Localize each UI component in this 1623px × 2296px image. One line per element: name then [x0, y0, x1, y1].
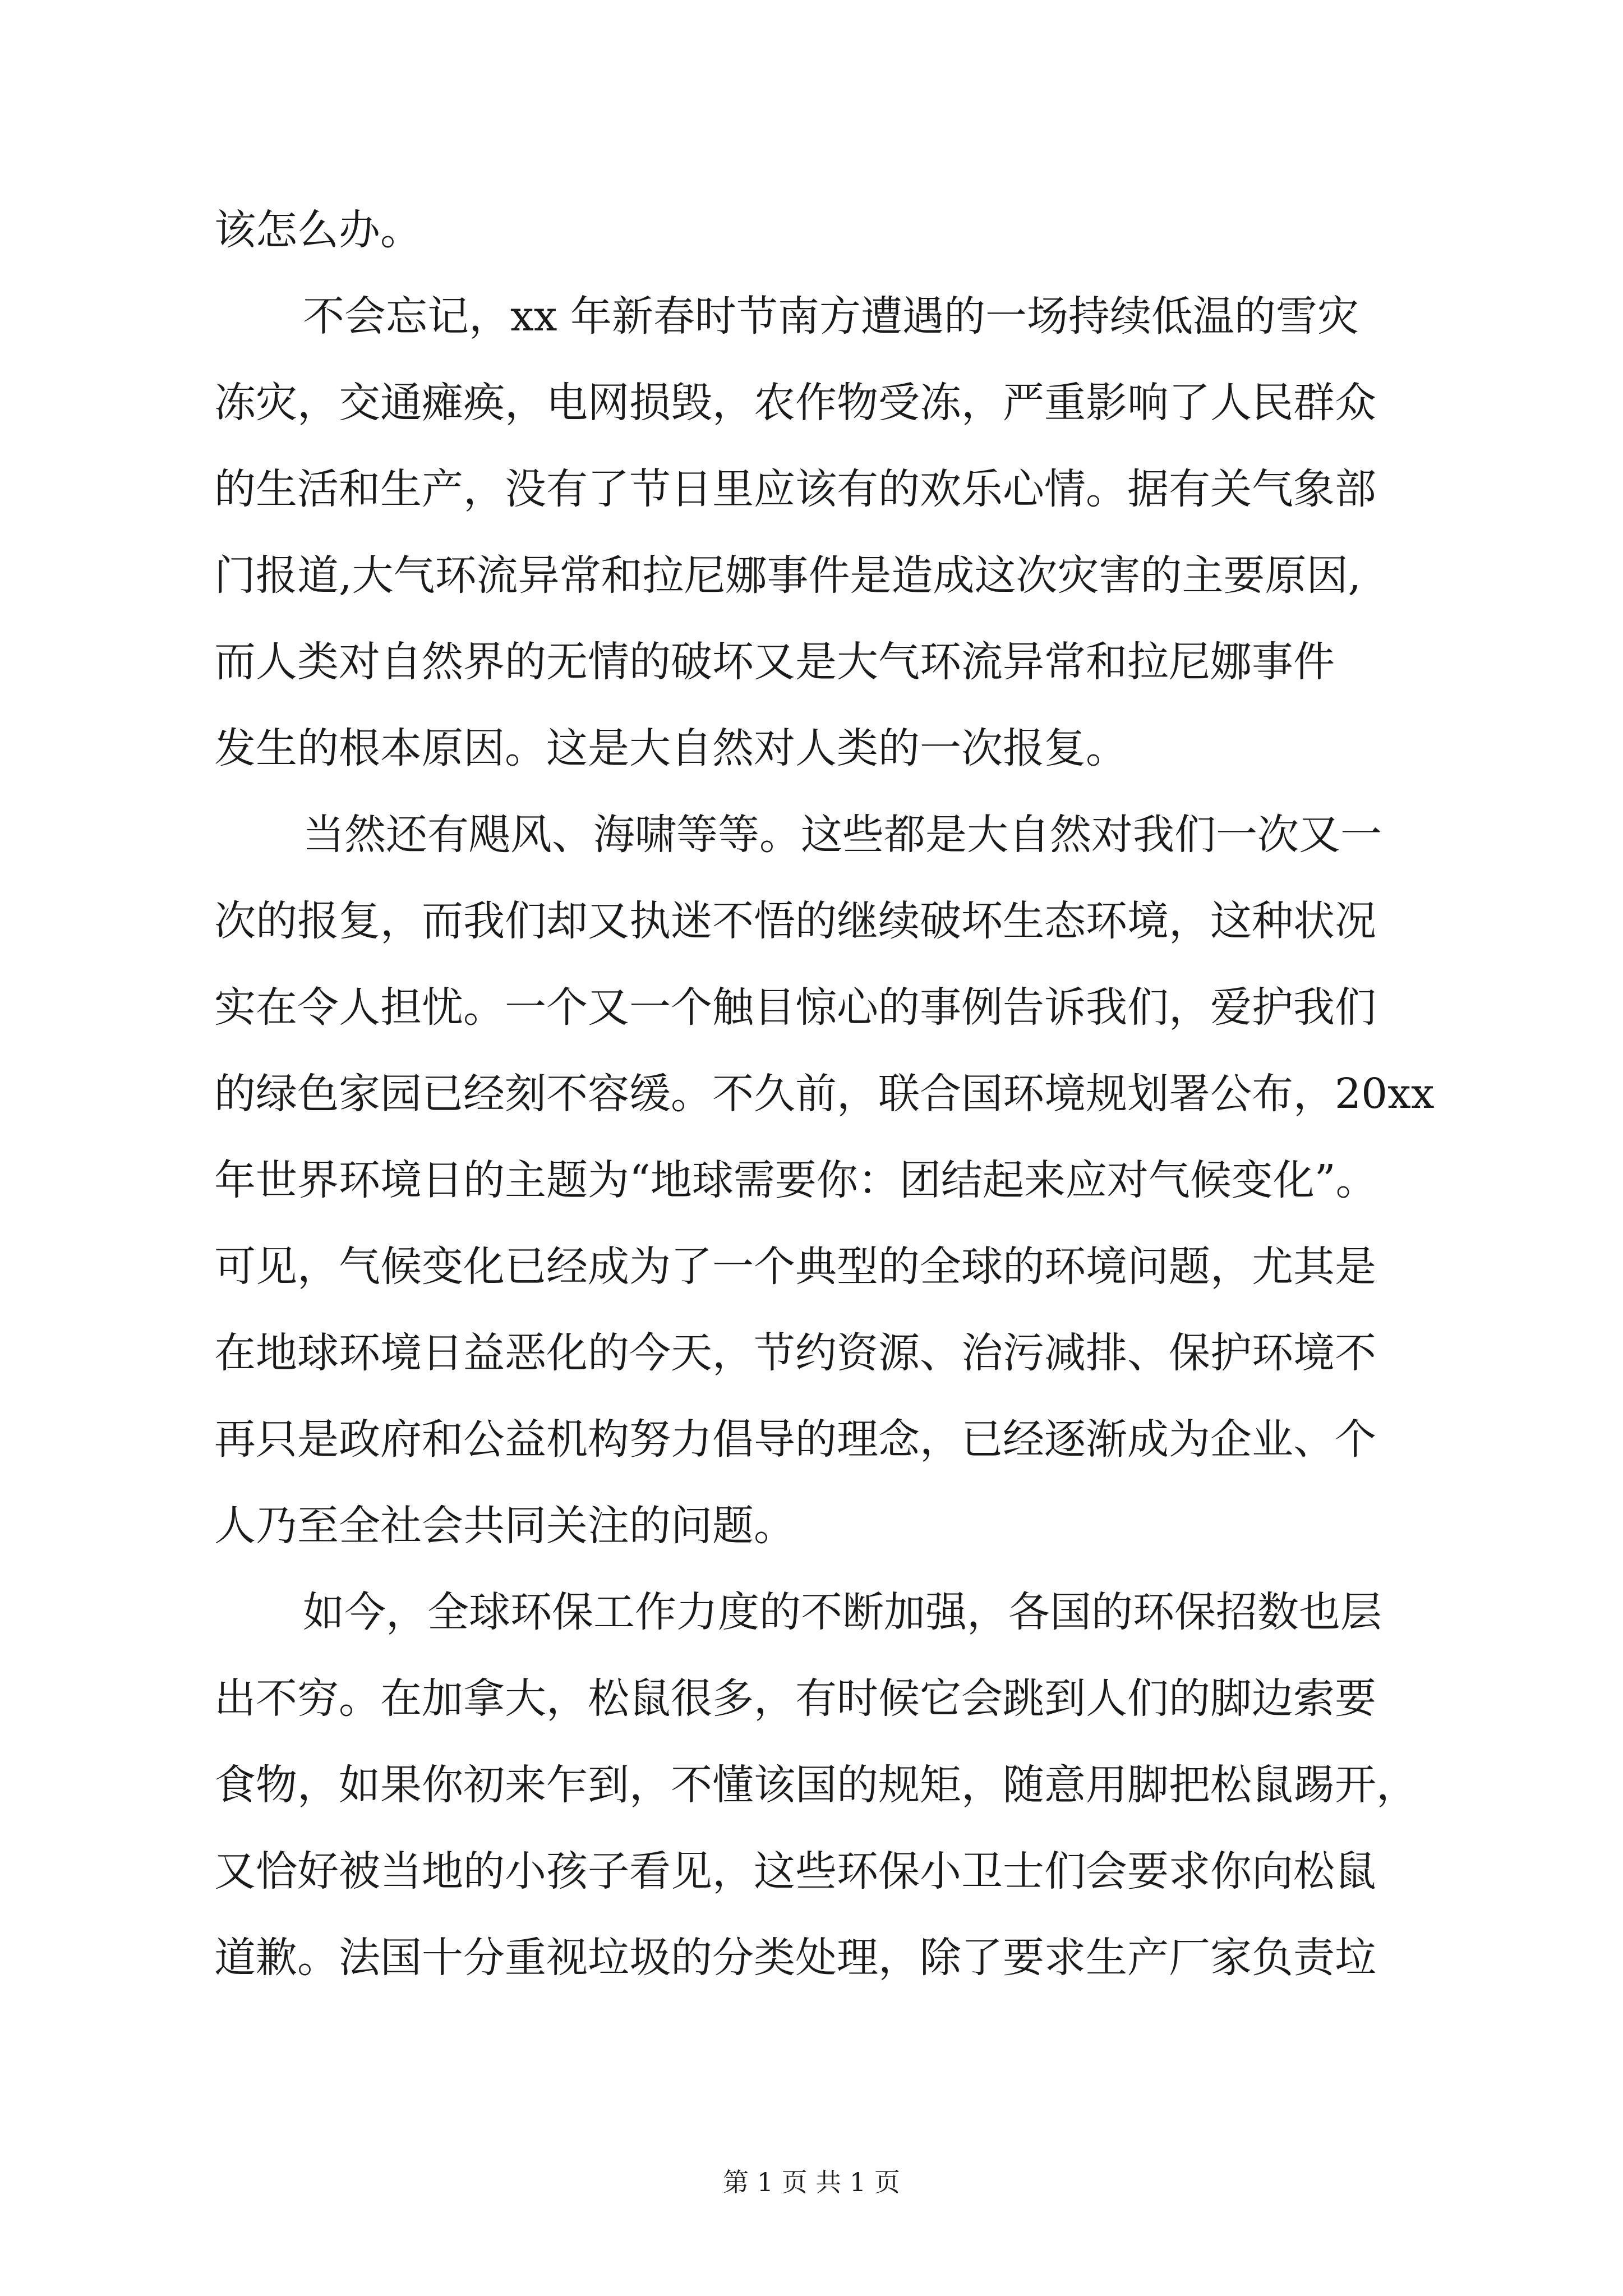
text-line [0, 358, 1623, 448]
text-line [0, 876, 1623, 966]
text-line [0, 617, 1623, 707]
line-text: 如今，全球环保工作力度的不断加强，各国的环保招数也层 [303, 1588, 1382, 1636]
text-line [0, 790, 1623, 880]
text-line [0, 1481, 1623, 1571]
line-text: 可见，气候变化已经成为了一个典型的全球的环境问题，尤其是 [214, 1243, 1376, 1291]
line-text: 该怎么办。 [214, 206, 422, 254]
line-text: 的生活和生产，没有了节日里应该有的欢乐心情。据有关气象部 [214, 465, 1376, 513]
text-line [0, 1567, 1623, 1657]
line-text: 道歉。法国十分重视垃圾的分类处理，除了要求生产厂家负责垃 [214, 1934, 1376, 1982]
line-text: 的绿色家园已经刻不容缓。不久前，联合国环境规划署公布，20xx [214, 1070, 1435, 1118]
line-text: 再只是政府和公益机构努力倡导的理念，已经逐渐成为企业、个 [214, 1415, 1376, 1464]
line-text: 食物，如果你初来乍到，不懂该国的规矩，随意用脚把松鼠踢开， [214, 1761, 1418, 1809]
text-line [0, 1395, 1623, 1484]
text-line [0, 703, 1623, 793]
text-line [0, 531, 1623, 620]
line-text: 门报道,大气环流异常和拉尼娜事件是造成这次灾害的主要原因, [214, 551, 1362, 600]
line-text: 当然还有飓风、海啸等等。这些都是大自然对我们一次又一 [303, 811, 1382, 859]
text-line [0, 1049, 1623, 1139]
line-text: 人乃至全社会共同关注的问题。 [214, 1502, 795, 1550]
text-line [0, 1308, 1623, 1398]
text-line [0, 444, 1623, 534]
line-text: 次的报复，而我们却又执迷不悟的继续破坏生态环境，这种状况 [214, 897, 1376, 945]
line-text: 年世界环境日的主题为“地球需要你：团结起来应对气候变化”。 [214, 1156, 1377, 1204]
line-text: 发生的根本原因。这是大自然对人类的一次报复。 [214, 724, 1127, 772]
text-line [0, 1654, 1623, 1743]
text-line [0, 272, 1623, 361]
line-text: 实在令人担忧。一个又一个触目惊心的事例告诉我们，爱护我们 [214, 983, 1376, 1032]
text-line [0, 1913, 1623, 2003]
line-text: 出不穷。在加拿大，松鼠很多，有时候它会跳到人们的脚边索要 [214, 1674, 1376, 1723]
text-line [0, 1135, 1623, 1225]
text-line [0, 185, 1623, 275]
line-text: 而人类对自然界的无情的破坏又是大气环流异常和拉尼娜事件 [214, 638, 1335, 686]
page-footer: 第 1 页 共 1 页 [723, 2167, 900, 2197]
line-text: 不会忘记，xx 年新春时节南方遭遇的一场持续低温的雪灾 [303, 292, 1359, 341]
text-line [0, 963, 1623, 1052]
line-text: 又恰好被当地的小孩子看见，这些环保小卫士们会要求你向松鼠 [214, 1847, 1376, 1895]
line-text: 在地球环境日益恶化的今天，节约资源、治污减排、保护环境不 [214, 1329, 1376, 1377]
text-line [0, 1222, 1623, 1312]
text-line [0, 1826, 1623, 1916]
line-text: 冻灾，交通瘫痪，电网损毁，农作物受冻，严重影响了人民群众 [214, 379, 1376, 427]
text-line [0, 1740, 1623, 1830]
